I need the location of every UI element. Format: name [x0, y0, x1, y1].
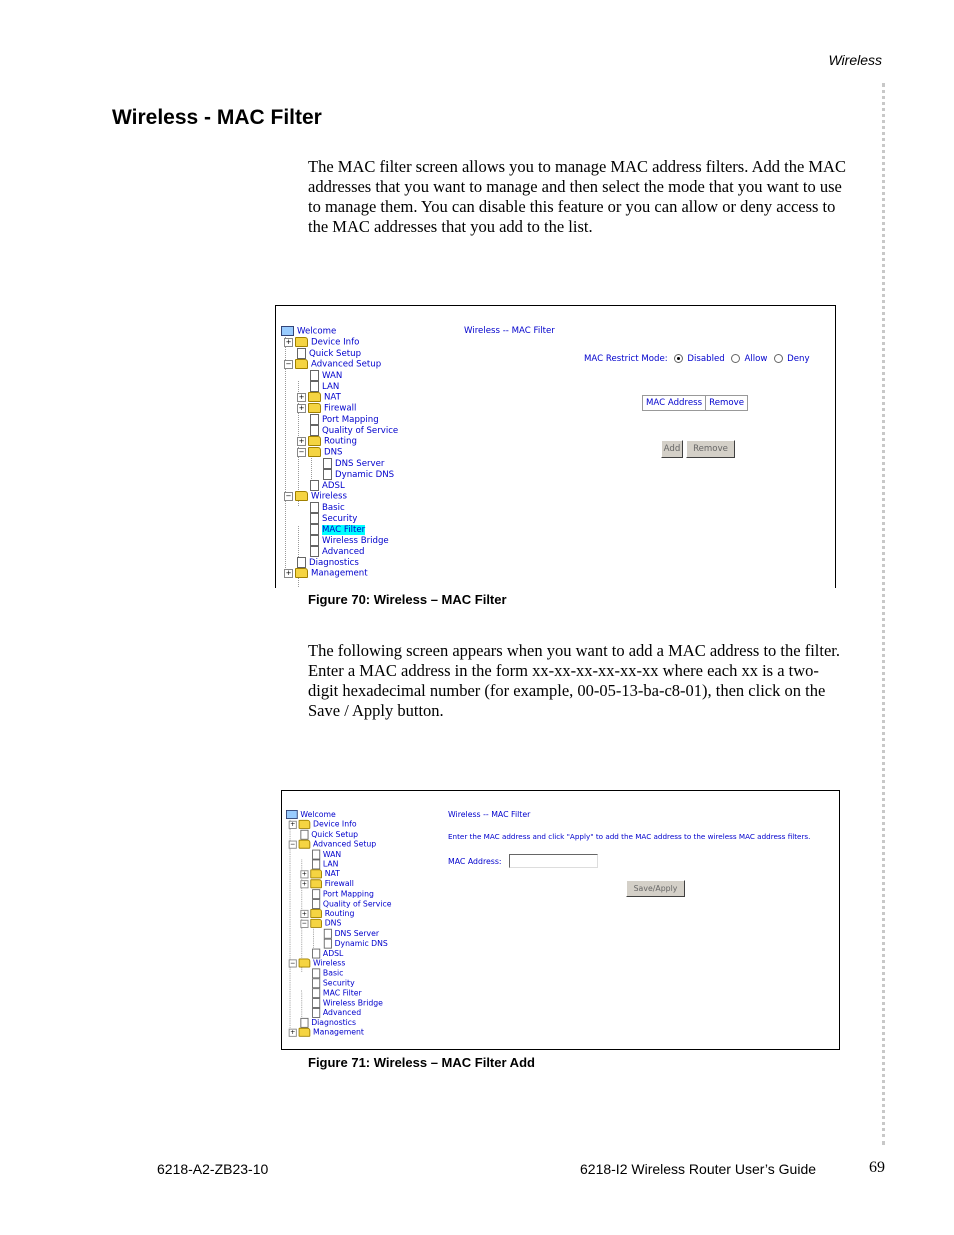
- page-icon: [323, 469, 332, 480]
- column-header-mac-address: MAC Address: [643, 396, 706, 411]
- nav-dynamic-dns[interactable]: Dynamic DNS: [324, 939, 388, 949]
- page-icon: [310, 425, 319, 436]
- nav-dns-server[interactable]: DNS Server: [324, 929, 379, 939]
- monitor-icon: [281, 326, 294, 336]
- nav-lan[interactable]: LAN: [312, 860, 338, 870]
- folder-icon: [295, 568, 308, 578]
- nav-qos[interactable]: Quality of Service: [310, 425, 398, 436]
- nav-lan[interactable]: LAN: [310, 381, 339, 392]
- add-paragraph: The following screen appears when you want to add a MAC address to the filter. Enter a MAC address in the form xx-xx-xx-xx-xx-xx where each xx is a two-digit hexadecimal number (for example, 00-05-13-ba-c8-01), then click on the Save / Apply button.: [308, 641, 840, 720]
- page-icon: [312, 968, 320, 978]
- nav-nat[interactable]: + NAT: [301, 869, 340, 879]
- folder-open-icon: [295, 359, 308, 369]
- page-icon: [312, 889, 320, 899]
- nav-quick-setup[interactable]: Quick Setup: [300, 830, 358, 840]
- screen-title: Wireless -- MAC Filter: [448, 810, 531, 819]
- nav-device-info[interactable]: + Device Info: [290, 820, 357, 830]
- page-number: 69: [869, 1159, 885, 1176]
- page-icon: [312, 850, 320, 860]
- nav-diagnostics[interactable]: Diagnostics: [297, 557, 359, 568]
- nav-dns[interactable]: − DNS: [298, 447, 343, 458]
- folder-open-icon: [299, 959, 311, 968]
- folder-icon: [295, 337, 308, 347]
- folder-icon: [308, 436, 321, 446]
- page-icon: [324, 929, 332, 939]
- page-icon: [323, 458, 332, 469]
- page-icon: [310, 546, 319, 557]
- page-icon: [312, 949, 320, 959]
- page-icon: [312, 978, 320, 988]
- mac-address-input[interactable]: [509, 854, 598, 868]
- nav-wan[interactable]: WAN: [312, 850, 341, 860]
- nav-diagnostics[interactable]: Diagnostics: [300, 1018, 356, 1028]
- page-icon: [310, 370, 319, 381]
- nav-wireless[interactable]: − Wireless: [285, 491, 347, 502]
- nav-wireless-bridge[interactable]: Wireless Bridge: [310, 535, 389, 546]
- page-icon: [300, 830, 308, 840]
- mode-label: MAC Restrict Mode:: [584, 354, 668, 364]
- folder-open-icon: [308, 447, 321, 457]
- folder-icon: [308, 403, 321, 413]
- nav-advanced[interactable]: Advanced: [310, 546, 364, 557]
- nav-welcome[interactable]: Welcome: [286, 810, 336, 820]
- nav-security[interactable]: Security: [310, 513, 357, 524]
- nav-advanced-setup[interactable]: − Advanced Setup: [285, 359, 382, 370]
- nav-basic[interactable]: Basic: [312, 968, 343, 978]
- margin-dotted-rule: [882, 83, 885, 1145]
- page-icon: [310, 535, 319, 546]
- page-icon: [310, 381, 319, 392]
- nav-security[interactable]: Security: [312, 978, 355, 988]
- nav-mac-filter[interactable]: MAC Filter: [312, 988, 362, 998]
- nav-dns[interactable]: − DNS: [301, 919, 342, 929]
- page-icon: [297, 557, 306, 568]
- page-icon: [310, 513, 319, 524]
- running-header: Wireless: [828, 52, 882, 68]
- page-icon: [312, 998, 320, 1008]
- nav-management[interactable]: + Management: [285, 568, 368, 579]
- folder-open-icon: [299, 840, 311, 849]
- nav-management[interactable]: + Management: [290, 1028, 364, 1038]
- screen-title: Wireless -- MAC Filter: [464, 326, 555, 336]
- radio-deny[interactable]: [774, 354, 783, 363]
- page-icon: [310, 502, 319, 513]
- save-apply-button[interactable]: Save/Apply: [626, 880, 685, 897]
- nav-routing[interactable]: + Routing: [298, 436, 357, 447]
- mac-address-table: [642, 395, 748, 411]
- nav-dynamic-dns[interactable]: Dynamic DNS: [323, 469, 394, 480]
- page-icon: [324, 939, 332, 949]
- nav-device-info[interactable]: + Device Info: [285, 337, 360, 348]
- page-icon: [297, 348, 306, 359]
- page-icon: [312, 860, 320, 870]
- nav-routing[interactable]: + Routing: [301, 909, 355, 919]
- section-heading: Wireless - MAC Filter: [112, 106, 322, 129]
- figure-71-caption: Figure 71: Wireless – MAC Filter Add: [308, 1055, 535, 1070]
- intro-paragraph: The MAC filter screen allows you to manage MAC address filters. Add the MAC addresses that you want to manage and then select the mode that you want to use to manage them. You can disable this feature or you can allow or deny access to the MAC addresses that you add to the list.: [308, 157, 846, 236]
- page-icon: [312, 899, 320, 909]
- nav-quick-setup[interactable]: Quick Setup: [297, 348, 361, 359]
- footer-guide-title: 6218-I2 Wireless Router User’s Guide: [580, 1161, 817, 1177]
- nav-adsl[interactable]: ADSL: [310, 480, 345, 491]
- column-header-remove: Remove: [706, 396, 748, 411]
- nav-welcome[interactable]: Welcome: [281, 326, 336, 337]
- nav-wan[interactable]: WAN: [310, 370, 342, 381]
- nav-basic[interactable]: Basic: [310, 502, 345, 513]
- mac-address-label: MAC Address:: [448, 857, 502, 866]
- nav-dns-server[interactable]: DNS Server: [323, 458, 384, 469]
- nav-adsl[interactable]: ADSL: [312, 949, 343, 959]
- mac-filter-screenshot: [275, 305, 836, 588]
- nav-wireless-bridge[interactable]: Wireless Bridge: [312, 998, 383, 1008]
- nav-qos[interactable]: Quality of Service: [312, 899, 391, 909]
- folder-icon: [310, 909, 322, 918]
- figure-70-caption: Figure 70: Wireless – MAC Filter: [308, 592, 507, 607]
- mac-filter-add-screenshot: [281, 790, 840, 1050]
- radio-allow[interactable]: [731, 354, 740, 363]
- instruction-text: Enter the MAC address and click "Apply" to add the MAC address to the wireless MAC address filters.: [448, 832, 811, 841]
- page-icon: [310, 480, 319, 491]
- nav-advanced[interactable]: Advanced: [312, 1008, 361, 1018]
- page-icon: [300, 1018, 308, 1028]
- radio-disabled[interactable]: [674, 354, 683, 363]
- remove-button[interactable]: Remove: [686, 440, 735, 458]
- nav-advanced-setup[interactable]: − Advanced Setup: [290, 840, 377, 850]
- nav-firewall[interactable]: + Firewall: [301, 879, 354, 889]
- folder-icon: [299, 820, 311, 829]
- page-icon: [312, 1008, 320, 1018]
- monitor-icon: [286, 810, 298, 819]
- folder-open-icon: [295, 491, 308, 501]
- add-button[interactable]: Add: [661, 440, 683, 458]
- nav-nat[interactable]: + NAT: [298, 392, 341, 403]
- page-icon: [310, 414, 319, 425]
- footer-doc-code: 6218-A2-ZB23-10: [157, 1161, 269, 1177]
- folder-icon: [310, 879, 322, 888]
- folder-icon: [308, 392, 321, 402]
- folder-open-icon: [310, 919, 322, 928]
- page-icon: [312, 988, 320, 998]
- folder-icon: [299, 1028, 311, 1037]
- nav-port-mapping[interactable]: Port Mapping: [312, 889, 374, 899]
- nav-wireless[interactable]: − Wireless: [290, 958, 346, 968]
- folder-icon: [310, 869, 322, 878]
- mac-restrict-mode: MAC Restrict Mode: Disabled Allow Deny: [584, 354, 810, 364]
- nav-port-mapping[interactable]: Port Mapping: [310, 414, 379, 425]
- page-icon: [310, 524, 319, 535]
- nav-firewall[interactable]: + Firewall: [298, 403, 357, 414]
- nav-mac-filter[interactable]: MAC Filter: [310, 524, 365, 535]
